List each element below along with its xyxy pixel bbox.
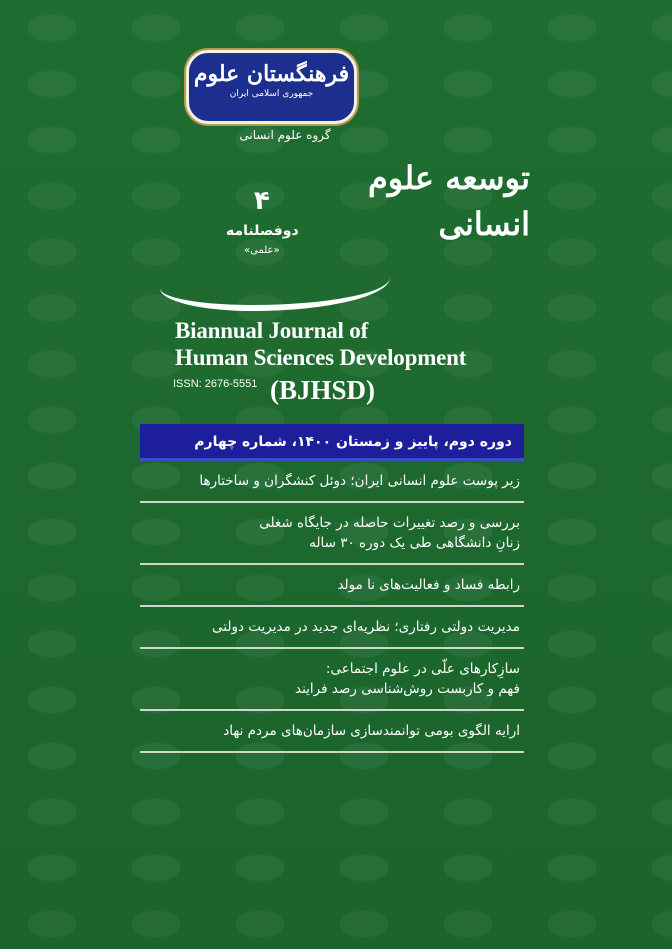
issue-number: ۴ [254, 186, 270, 216]
article-title: رابطه فساد و فعالیت‌های نا مولد [337, 577, 520, 593]
article-title: سازِکارهای علّی در علوم اجتماعی: [325, 661, 520, 677]
contents-column [140, 424, 524, 753]
academy-logo [186, 50, 357, 124]
article-title: ارایه الگوی بومی توانمندسازی سازمان‌های مردم نهاد [223, 723, 520, 739]
calligraphy-swash [160, 255, 390, 311]
issue-banner: دوره دوم، پاییز و زمستان ۱۴۰۰، شماره چهارم [140, 424, 524, 461]
english-title-line1: Biannual Journal of [175, 318, 369, 343]
article-item [140, 711, 524, 753]
group-name: گروه علوم انسانی [239, 128, 331, 142]
article-item [140, 565, 524, 607]
article-item [140, 461, 524, 503]
abbreviation: (BJHSD) [270, 375, 376, 405]
persian-title-line1: توسعه علوم [367, 159, 530, 197]
article-title: مدیریت دولتی رفتاری؛ نظریه‌ای جدید در مدیریت دولتی [212, 619, 520, 635]
journal-grade: «علمی» [244, 245, 280, 256]
table-of-contents [140, 461, 524, 753]
article-title-line2: زنانِ دانشگاهی طی یک دوره ۳۰ ساله [309, 535, 520, 551]
article-title: بررسی و رصد تغییرات حاصله در جایگاه شغلی [259, 515, 520, 531]
persian-title-line2: انسانی [438, 205, 530, 243]
article-item [140, 503, 524, 565]
issn: ISSN: 2676-5551 [173, 378, 258, 390]
article-item [140, 607, 524, 649]
article-item [140, 649, 524, 711]
persian-title [330, 155, 530, 247]
article-title: زیر پوست علوم انسانی ایران؛ دوئل کنشگران و ساختارها [199, 473, 520, 489]
article-title-line2: فهم و کاربست روش‌شناسی رصد فرایند [295, 681, 520, 697]
journal-type: دوفصلنامه [226, 223, 299, 239]
logo-name: فرهنگستان علوم [193, 61, 350, 87]
logo-subtitle: جمهوری اسلامی ایران [229, 89, 314, 99]
english-title-line2: Human Sciences Development [175, 345, 467, 370]
